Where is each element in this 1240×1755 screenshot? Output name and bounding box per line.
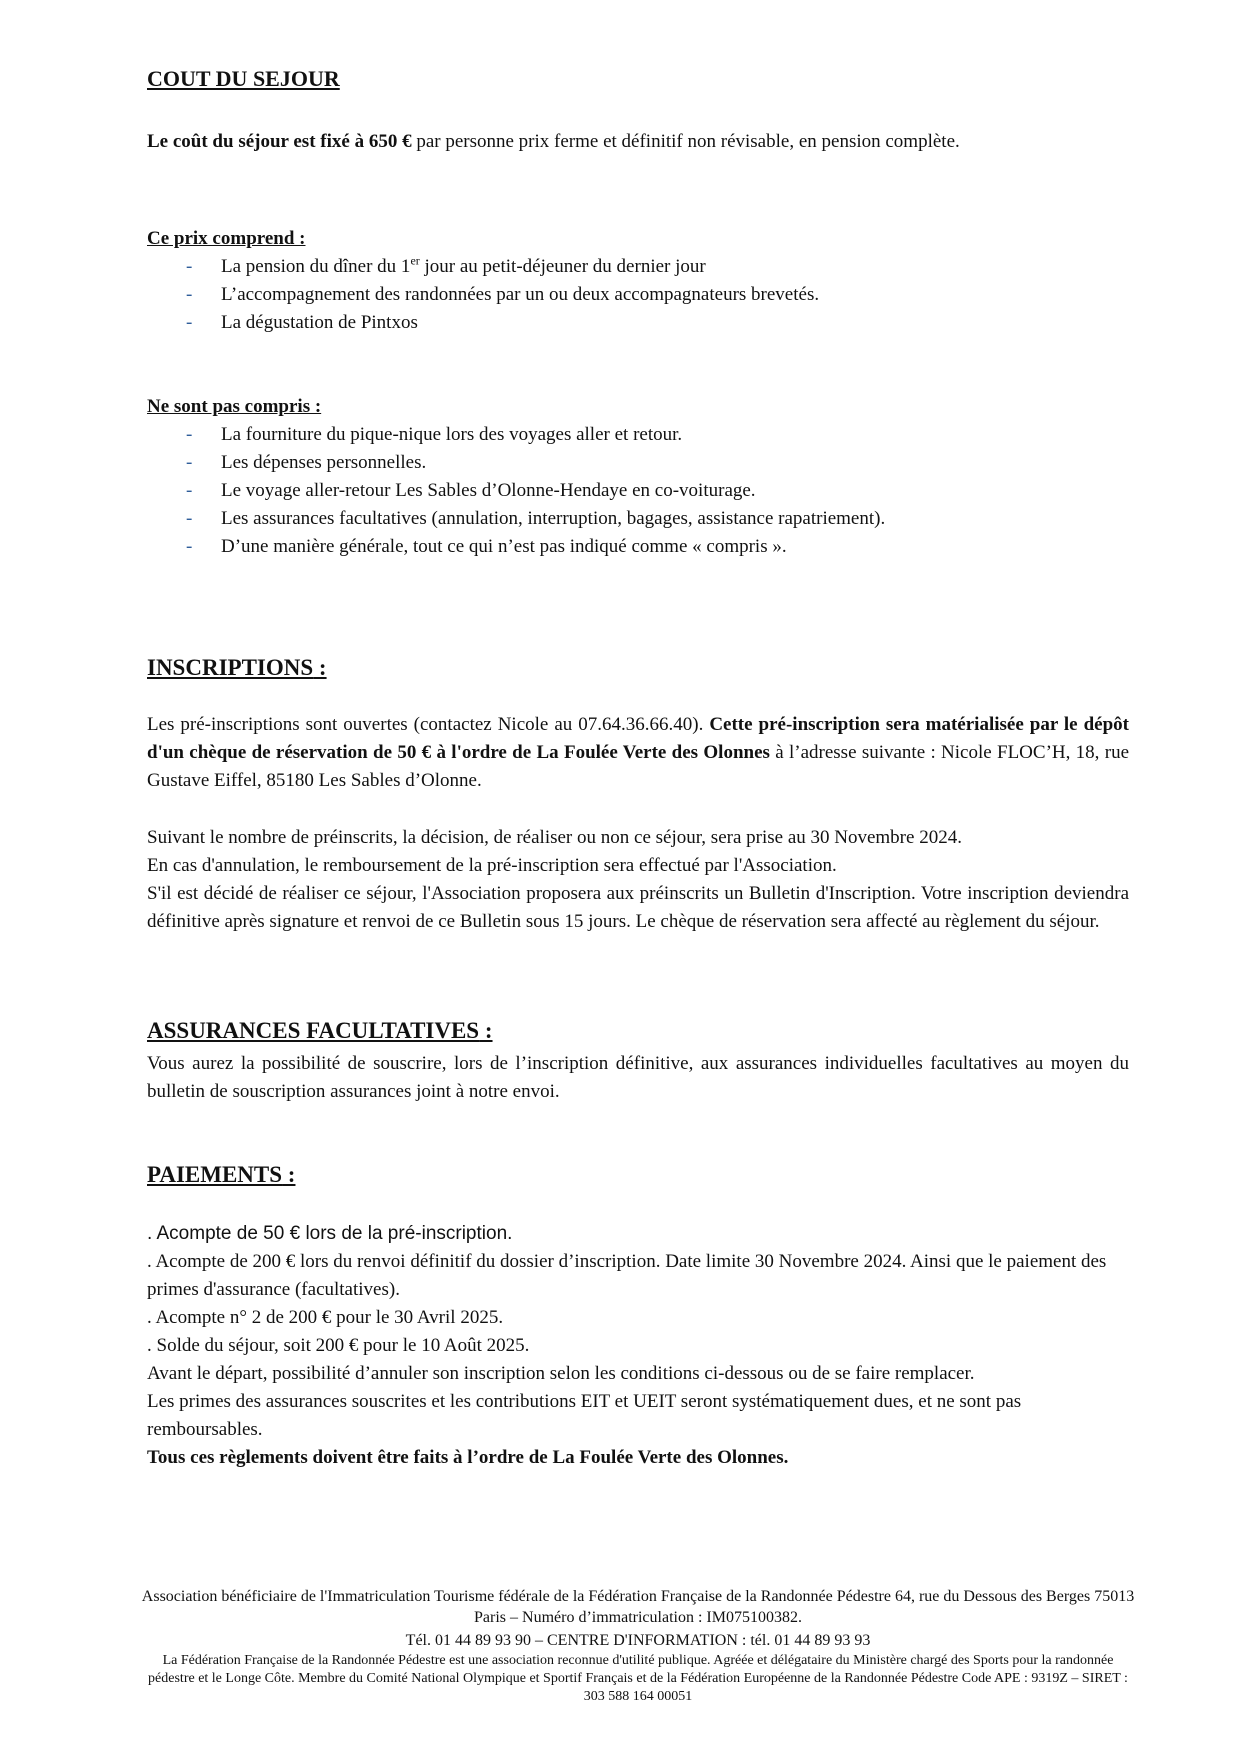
- dash-bullet: -: [186, 536, 193, 557]
- comprend-section: [147, 225, 1129, 337]
- list-item: - Le voyage aller-retour Les Sables d’Olonne-Hendaye en co-voiturage.: [147, 477, 1129, 505]
- footer-line-2: Tél. 01 44 89 93 90 – CENTRE D'INFORMATION : tél. 01 44 89 93 93: [405, 1632, 871, 1649]
- inscriptions-paragraph-1: Les pré-inscriptions sont ouvertes (contactez Nicole au 07.64.36.66.40). Cette pré-inscription sera matérialisée par le dépôt d'un chèque de réservation de 50 € à l'ordre de La Foulée Verte des Olonnes à l’adresse suivante : Nicole FLOC’H, 18, rue Gustave Eiffel, 85180 Les Sables d’Olonne.: [147, 714, 1129, 791]
- non-compris-heading: Ne sont pas compris :: [147, 396, 322, 417]
- paiements-body: [147, 1220, 1129, 1472]
- paiement-line: . Acompte n° 2 de 200 € pour le 30 Avril 2025.: [147, 1307, 504, 1328]
- comprend-list: [147, 253, 1129, 337]
- paiement-line: . Acompte de 50 € lors de la pré-inscription.: [147, 1223, 513, 1244]
- section-title-paiements: PAIEMENTS :: [147, 1162, 296, 1187]
- dash-bullet: -: [186, 256, 193, 277]
- cout-intro-rest: par personne prix ferme et définitif non révisable, en pension complète.: [411, 131, 960, 152]
- section-title-cout: COUT DU SEJOUR: [147, 66, 340, 91]
- list-item: - La pension du dîner du 1er jour au petit-déjeuner du dernier jour: [147, 253, 1129, 281]
- paiement-line: Les primes des assurances souscrites et les contributions EIT et UEIT seront systématiquement dues, et ne sont pas remboursables.: [147, 1391, 1022, 1440]
- list-item: - Les assurances facultatives (annulation, interruption, bagages, assistance rapatriement).: [147, 505, 1129, 533]
- dash-bullet: -: [186, 312, 193, 333]
- list-item: - Les dépenses personnelles.: [147, 449, 1129, 477]
- list-item: - La dégustation de Pintxos: [147, 309, 1129, 337]
- paiement-final: Tous ces règlements doivent être faits à l’ordre de La Foulée Verte des Olonnes.: [147, 1447, 789, 1468]
- assurances-paragraph: Vous aurez la possibilité de souscrire, lors de l’inscription définitive, aux assurances individuelles facultatives au moyen du bulletin de souscription assurances joint à notre envoi.: [147, 1053, 1129, 1102]
- list-item: - D’une manière générale, tout ce qui n’est pas indiqué comme « compris ».: [147, 533, 1129, 561]
- dash-bullet: -: [186, 480, 193, 501]
- section-title-assurances: ASSURANCES FACULTATIVES :: [147, 1018, 493, 1043]
- non-compris-list: [147, 421, 1129, 561]
- inscriptions-paragraph-2: Suivant le nombre de préinscrits, la décision, de réaliser ou non ce séjour, sera prise au 30 Novembre 2024. En cas d'annulation, le remboursement de la pré-inscription sera effectué par l'Association. S'il est décidé de réaliser ce séjour, l'Association proposera aux préinscrits un Bulletin d'Inscription. Votre inscription deviendra définitive après signature et renvoi de ce Bulletin sous 15 jours. Le chèque de réservation sera affecté au règlement du séjour.: [147, 827, 1129, 932]
- paiement-line: . Acompte de 200 € lors du renvoi définitif du dossier d’inscription. Date limite 30 Novembre 2024. Ainsi que le paiement des primes d'assurance (facultatives).: [147, 1251, 1107, 1300]
- section-title-inscriptions: INSCRIPTIONS :: [147, 655, 327, 680]
- footer-line-1: Association bénéficiaire de l'Immatriculation Tourisme fédérale de la Fédération Française de la Randonnée Pédestre 64, rue du Dessous des Berges 75013 Paris – Numéro d’immatriculation : IM075100382.: [141, 1588, 1135, 1626]
- list-item: - L’accompagnement des randonnées par un ou deux accompagnateurs brevetés.: [147, 281, 1129, 309]
- footer-line-3: La Fédération Française de la Randonnée Pédestre est une association reconnue d'utilité publique. Agréée et délégataire du Ministère chargé des Sports pour la randonnée pédestre et le Longe Côte. Membre du Comité National Olympique et Sportif Français et de la Fédération Européenne de la Randonnée Pédestre Code APE : 9319Z – SIRET : 303 588 164 00051: [148, 1653, 1128, 1704]
- dash-bullet: -: [186, 452, 193, 473]
- non-compris-section: [147, 393, 1129, 561]
- dash-bullet: -: [186, 424, 193, 445]
- dash-bullet: -: [186, 284, 193, 305]
- paiement-line: . Solde du séjour, soit 200 € pour le 10 Août 2025.: [147, 1335, 530, 1356]
- cout-intro: [147, 128, 1129, 156]
- dash-bullet: -: [186, 508, 193, 529]
- cout-intro-bold: Le coût du séjour est fixé à 650 €: [147, 131, 412, 152]
- comprend-heading: Ce prix comprend :: [147, 228, 306, 249]
- paiement-line: Avant le départ, possibilité d’annuler son inscription selon les conditions ci-dessous ou de se faire remplacer.: [147, 1363, 975, 1384]
- list-item: - La fourniture du pique-nique lors des voyages aller et retour.: [147, 421, 1129, 449]
